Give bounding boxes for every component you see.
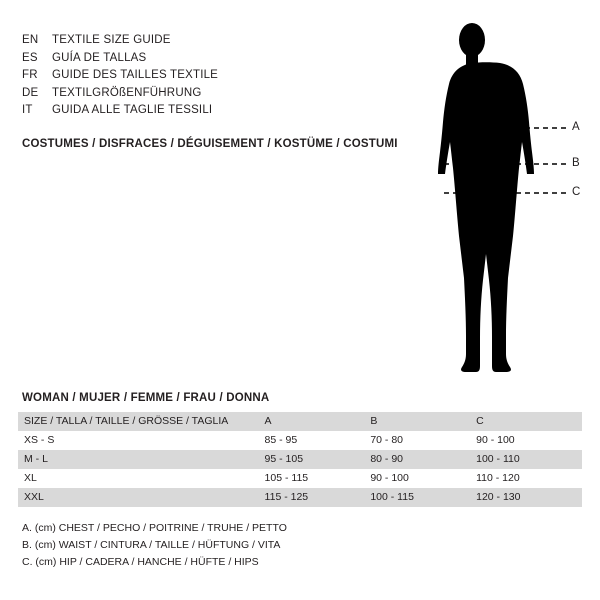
size-table <box>18 412 582 507</box>
table-row <box>18 450 582 469</box>
measure-letter-group <box>400 18 590 378</box>
legend-line-c: C. (cm) HIP / CADERA / HANCHE / HÜFTE / HIPS <box>22 556 259 568</box>
cell-c: 100 - 110 <box>476 450 582 469</box>
cell-a: 105 - 115 <box>265 469 371 488</box>
language-text: TEXTILE SIZE GUIDE <box>52 34 171 46</box>
language-code: ES <box>22 51 38 64</box>
figure-illustration <box>400 18 590 378</box>
cell-size: XS - S <box>18 431 265 450</box>
language-row <box>22 102 382 120</box>
legend-line-a: A. (cm) CHEST / PECHO / POITRINE / TRUHE / PETTO <box>22 522 287 534</box>
language-row <box>22 85 382 103</box>
table-header-row <box>18 412 582 431</box>
language-header-block <box>22 32 382 120</box>
language-code: EN <box>22 34 39 46</box>
column-header-a: A <box>265 412 371 431</box>
language-row <box>22 32 382 50</box>
measurement-legend <box>22 520 287 571</box>
cell-b: 90 - 100 <box>370 469 476 488</box>
language-text: GUIDE DES TAILLES TEXTILE <box>52 69 219 81</box>
language-text: TEXTILGRÖßENFÜHRUNG <box>52 86 202 99</box>
cell-size: XXL <box>18 488 265 507</box>
language-row <box>22 50 382 68</box>
cell-c: 90 - 100 <box>476 431 582 450</box>
table-row <box>18 488 582 507</box>
language-code: IT <box>22 104 33 116</box>
cell-c: 110 - 120 <box>476 469 582 488</box>
legend-line-b: B. (cm) WAIST / CINTURA / TAILLE / HÜFTUNG / VITA <box>22 539 281 551</box>
cell-b: 80 - 90 <box>370 450 476 469</box>
language-code: DE <box>22 86 39 99</box>
column-header-size: SIZE / TALLA / TAILLE / GRÖSSE / TAGLIA <box>18 412 265 431</box>
cell-c: 120 - 130 <box>476 488 582 507</box>
measure-label-a: A <box>572 121 580 133</box>
cell-b: 70 - 80 <box>370 431 476 450</box>
table-row <box>18 469 582 488</box>
costumes-subtitle: COSTUMES / DISFRACES / DÉGUISEMENT / KOSTÜME / COSTUMI <box>22 138 398 150</box>
column-header-b: B <box>370 412 476 431</box>
cell-a: 95 - 105 <box>265 450 371 469</box>
measure-label-c: C <box>572 186 581 198</box>
language-text: GUIDA ALLE TAGLIE TESSILI <box>52 104 213 116</box>
section-title-woman: WOMAN / MUJER / FEMME / FRAU / DONNA <box>22 392 270 404</box>
column-header-c: C <box>476 412 582 431</box>
measure-label-b: B <box>572 157 580 169</box>
cell-size: M - L <box>18 450 265 469</box>
cell-a: 85 - 95 <box>265 431 371 450</box>
language-row <box>22 67 382 85</box>
cell-size: XL <box>18 469 265 488</box>
cell-b: 100 - 115 <box>370 488 476 507</box>
table-row <box>18 431 582 450</box>
cell-a: 115 - 125 <box>265 488 371 507</box>
language-code: FR <box>22 69 38 81</box>
language-text: GUÍA DE TALLAS <box>52 51 147 64</box>
